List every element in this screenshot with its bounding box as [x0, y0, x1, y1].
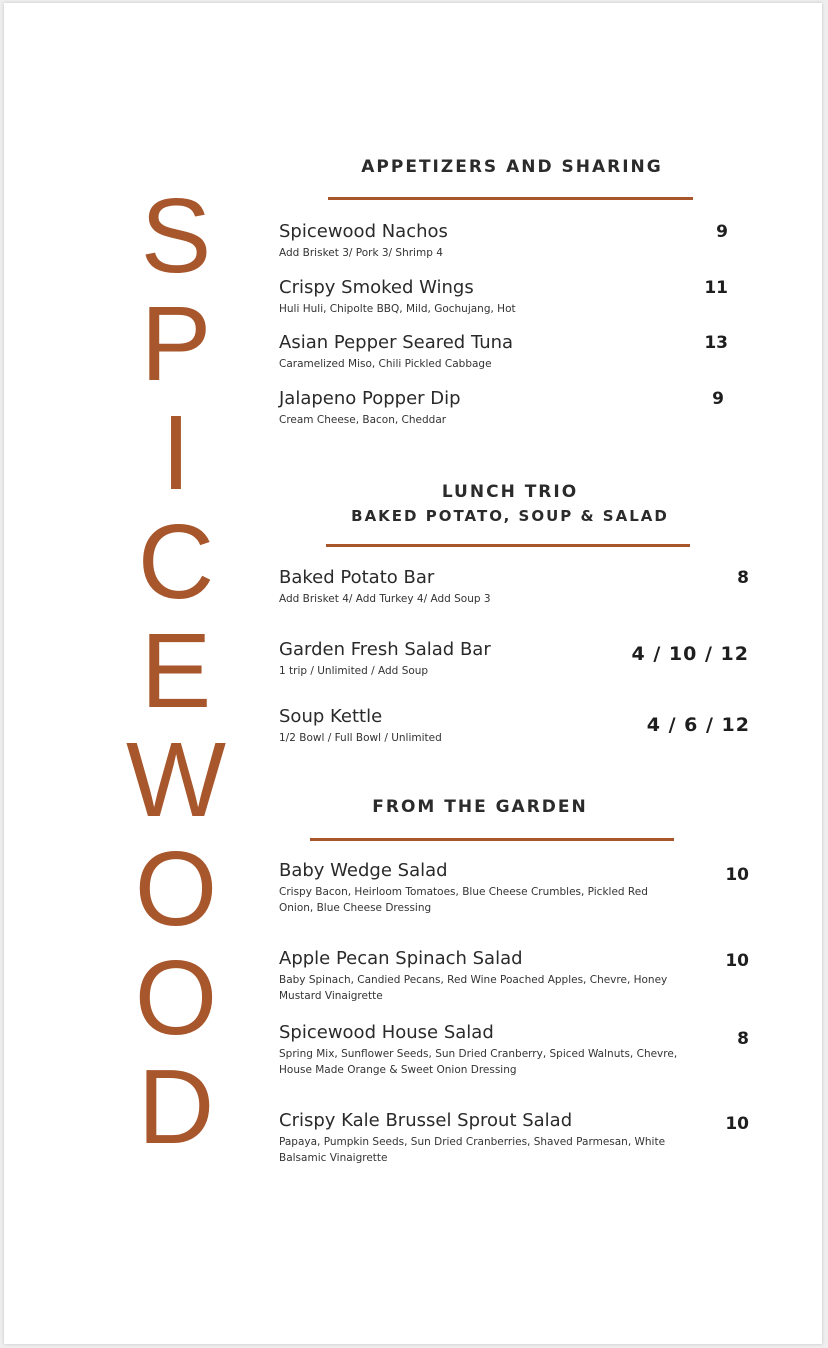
item-description: Spring Mix, Sunflower Seeds, Sun Dried Cranberry, Spiced Walnuts, Chevre, House Made Orange & Sweet Onion Dressing — [279, 1048, 678, 1076]
item-name: Jalapeno Popper Dip — [279, 388, 461, 409]
item-price: 8 — [737, 568, 749, 588]
menu-item — [279, 567, 754, 607]
item-price: 10 — [725, 1114, 749, 1134]
item-description: Baby Spinach, Candied Pecans, Red Wine Poached Apples, Chevre, Honey Mustard Vinaigrette — [279, 974, 668, 1002]
item-name: Baked Potato Bar — [279, 567, 435, 588]
item-price: 4 / 10 / 12 — [631, 643, 749, 665]
brand-letter: D — [137, 1048, 215, 1166]
item-name: Crispy Kale Brussel Sprout Salad — [279, 1110, 573, 1131]
item-name: Baby Wedge Salad — [279, 860, 448, 881]
item-description: Add Brisket 3/ Pork 3/ Shrimp 4 — [279, 247, 443, 259]
section-divider — [310, 838, 674, 841]
brand-letter: E — [140, 612, 212, 730]
brand-letter: S — [140, 177, 212, 295]
menu-item — [279, 332, 754, 372]
item-name: Spicewood House Salad — [279, 1022, 494, 1043]
brand-letter: I — [161, 394, 191, 512]
menu-item — [279, 706, 754, 746]
menu-page — [4, 3, 822, 1344]
menu-item — [279, 388, 754, 428]
section-divider — [328, 197, 693, 200]
menu-item — [279, 639, 754, 679]
section-divider — [326, 544, 690, 547]
item-description: Caramelized Miso, Chili Pickled Cabbage — [279, 358, 492, 370]
item-price: 11 — [704, 278, 728, 298]
menu-item — [279, 1110, 754, 1166]
item-description: Huli Huli, Chipolte BBQ, Mild, Gochujang, Hot — [279, 303, 516, 315]
item-name: Spicewood Nachos — [279, 221, 448, 242]
menu-item — [279, 277, 754, 317]
item-price: 13 — [704, 333, 728, 353]
item-description: Papaya, Pumpkin Seeds, Sun Dried Cranberries, Shaved Parmesan, White Balsamic Vinaigrette — [279, 1136, 666, 1164]
item-price: 10 — [725, 951, 749, 971]
item-price: 4 / 6 / 12 — [646, 714, 750, 736]
item-description: Crispy Bacon, Heirloom Tomatoes, Blue Cheese Crumbles, Pickled Red Onion, Blue Cheese Dressing — [279, 886, 648, 914]
menu-item — [279, 221, 754, 261]
item-description: 1 trip / Unlimited / Add Soup — [279, 665, 429, 677]
section-title-garden: FROM THE GARDEN — [372, 797, 588, 817]
item-price: 8 — [737, 1029, 749, 1049]
item-price: 10 — [725, 865, 749, 885]
item-name: Crispy Smoked Wings — [279, 277, 474, 298]
section-subtitle-lunch: BAKED POTATO, SOUP & SALAD — [351, 507, 669, 525]
item-price: 9 — [716, 222, 728, 242]
item-name: Soup Kettle — [279, 706, 383, 727]
menu-item — [279, 860, 754, 916]
section-title-lunch: LUNCH TRIO — [441, 482, 579, 502]
brand-letter: W — [125, 721, 227, 839]
item-name: Asian Pepper Seared Tuna — [279, 332, 514, 353]
brand-letter: O — [134, 939, 218, 1057]
item-description: Cream Cheese, Bacon, Cheddar — [279, 414, 447, 426]
brand-letter: C — [137, 503, 215, 621]
section-title-appetizers: APPETIZERS AND SHARING — [361, 157, 663, 177]
item-name: Apple Pecan Spinach Salad — [279, 948, 523, 969]
brand-letter: O — [134, 830, 218, 948]
item-name: Garden Fresh Salad Bar — [279, 639, 491, 660]
menu-item — [279, 948, 754, 1004]
brand-letter: P — [140, 285, 212, 403]
item-description: Add Brisket 4/ Add Turkey 4/ Add Soup 3 — [279, 593, 491, 605]
menu-item — [279, 1022, 754, 1078]
item-price: 9 — [712, 389, 724, 409]
item-description: 1/2 Bowl / Full Bowl / Unlimited — [279, 732, 442, 744]
